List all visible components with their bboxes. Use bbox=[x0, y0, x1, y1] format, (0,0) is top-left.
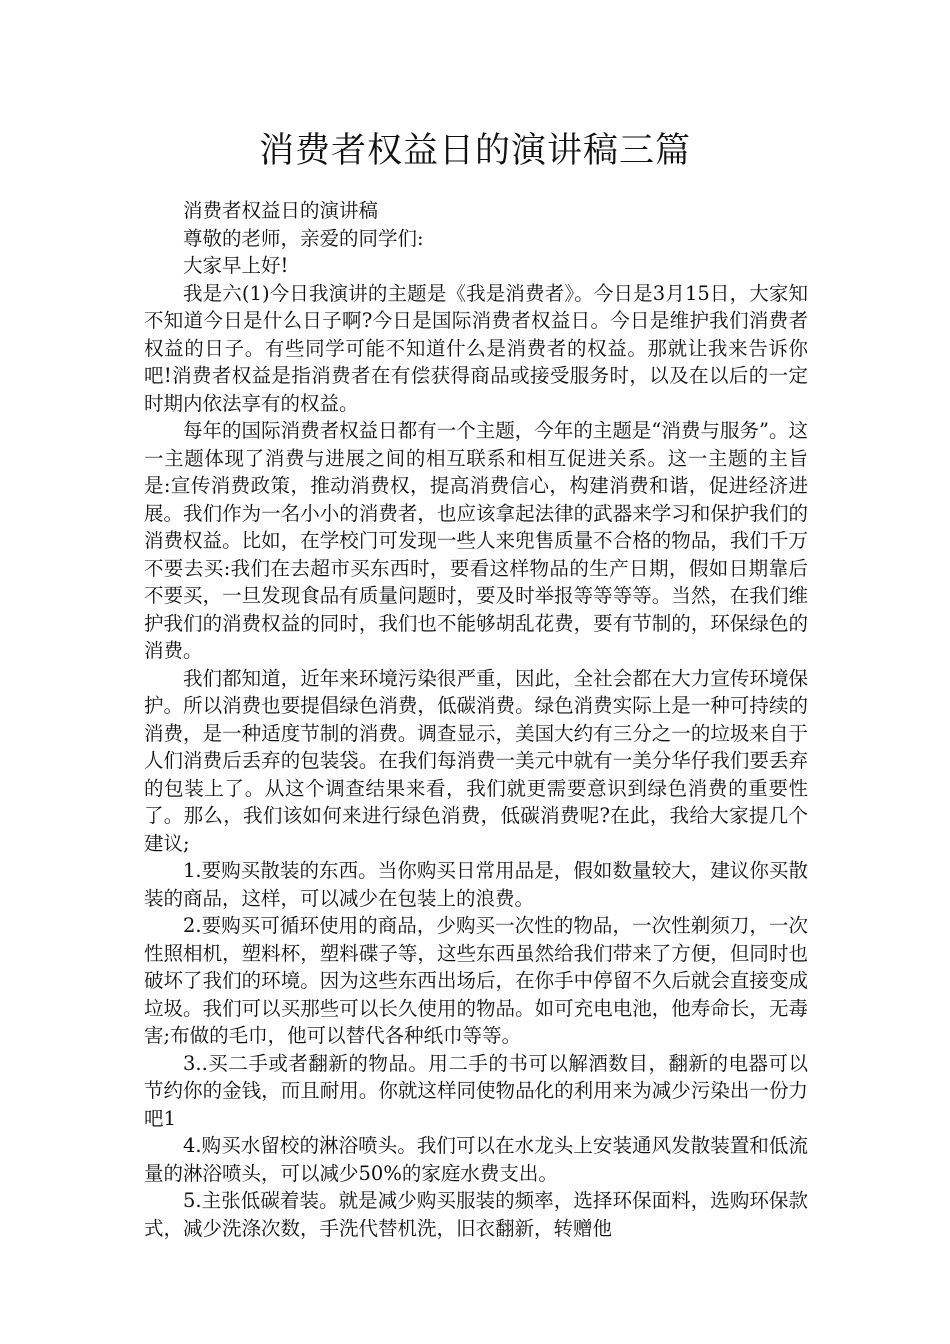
list-item: 5.主张低碳着装。就是减少购买服装的频率，选择环保面料，选购环保款式，减少洗涤次数，手洗代替机洗，旧衣翻新，转赠他 bbox=[144, 1189, 808, 1240]
list-item: 2.要购买可循环使用的商品，少购买一次性的物品，一次性剃须刀，一次性照相机，塑料杯，塑料碟子等，这些东西虽然给我们带来了方便，但同时也破坏了我们的环境。因为这些东西出场后，在你手中停留不久后就会直接变成垃圾。我们可以买那些可以长久使用的物品。如可充电电池，他寿命长，无毒害;布做的毛巾，他可以替代各种纸巾等等。 bbox=[144, 914, 808, 1047]
paragraph-salutation: 尊敬的老师，亲爱的同学们: bbox=[183, 226, 424, 250]
list-item: 1.要购买散装的东西。当你购买日常用品是，假如数量较大，建议你买散装的商品，这样，可以减少在包装上的浪费。 bbox=[144, 859, 808, 910]
list-item: 4.购买水留校的淋浴喷头。我们可以在水龙头上安装通风发散装置和低流量的淋浴喷头，可以减少50%的家庭水费支出。 bbox=[144, 1134, 808, 1185]
paragraph: 每年的国际消费者权益日都有一个主题，今年的主题是“消费与服务”。这一主题体现了消费与进展之间的相互联系和相互促进关系。这一主题的主旨是:宣传消费政策，推动消费权，提高消费信心，构建消费和谐，促进经济进展。我们作为一名小小的消费者，也应该拿起法律的武器来学习和保护我们的消费权益。比如，在学校门可发现一些人来兜售质量不合格的物品，我们千万不要去买:我们在去超市买东西时，要看这样物品的生产日期，假如日期靠后不要买，一旦发现食品有质量问题时，要及时举报等等等等。当然，在我们维护我们的消费权益的同时，我们也不能够胡乱花费，要有节制的，环保绿色的消费。 bbox=[144, 419, 808, 662]
paragraph: 我是六(1)今日我演讲的主题是《我是消费者》。今日是3月15日，大家知不知道今日是什么日子啊?今日是国际消费者权益日。今日是维护我们消费者权益的日子。有些同学可能不知道什么是消费者的权益。那就让我来告诉你吧!消费者权益是指消费者在有偿获得商品或接受服务时，以及在以后的一定时期内依法享有的权益。 bbox=[144, 281, 808, 415]
document-title: 消费者权益日的演讲稿三篇 bbox=[258, 131, 691, 171]
paragraph-greeting: 大家早上好! bbox=[183, 254, 289, 277]
paragraph-subtitle: 消费者权益日的演讲稿 bbox=[183, 199, 379, 222]
document-body bbox=[144, 197, 808, 1242]
list-item: 3..买二手或者翻新的物品。用二手的书可以解酒数目，翻新的电器可以节约你的金钱，而且耐用。你就这样同使物品化的利用来为减少污染出一份力吧1 bbox=[144, 1051, 808, 1130]
paragraph: 我们都知道，近年来环境污染很严重，因此，全社会都在大力宣传环境保护。所以消费也要提倡绿色消费，低碳消费。绿色消费实际上是一种可持续的消费，是一种适度节制的消费。调查显示，美国大约有三分之一的垃圾来自于人们消费后丢弃的包装袋。在我们每消费一美元中就有一美分华仔我们要丢弃的包装上了。从这个调查结果来看，我们就更需要意识到绿色消费的重要性了。那么，我们该如何来进行绿色消费，低碳消费呢?在此，我给大家提几个建议; bbox=[144, 666, 808, 855]
